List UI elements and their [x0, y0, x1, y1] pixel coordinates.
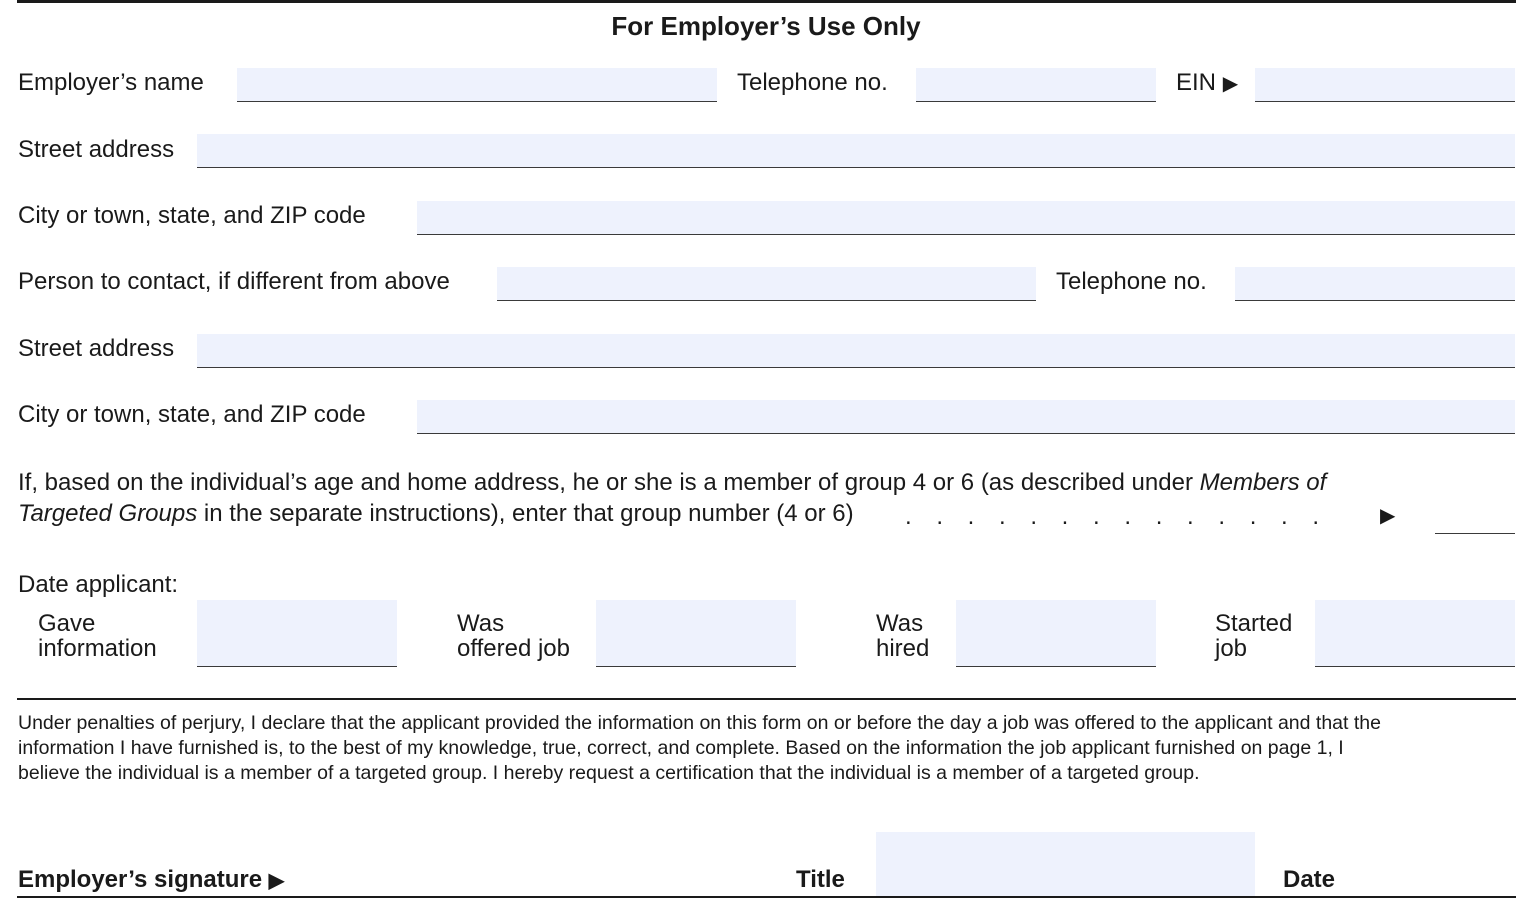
started-job-line-2: job: [1215, 635, 1248, 662]
employer-name-field[interactable]: [237, 68, 717, 102]
declaration-line-1: Under penalties of perjury, I declare that the applicant provided the information on this form on or before the day a job was offered to the applicant and that the: [18, 712, 1381, 734]
contact-city-label: City or town, state, and ZIP code: [18, 401, 366, 428]
title-label: Title: [796, 866, 845, 893]
employer-city-field[interactable]: [417, 201, 1515, 235]
contact-city-field[interactable]: [417, 400, 1515, 434]
offered-job-line-1: Was: [457, 610, 505, 637]
was-hired-line-1: Was: [876, 610, 924, 637]
employer-telephone-field[interactable]: [916, 68, 1156, 102]
started-job-date-field[interactable]: [1315, 600, 1515, 667]
signature-rule: [17, 896, 1516, 898]
contact-street-label: Street address: [18, 335, 175, 362]
group-text-2: in the separate instructions), enter that group number (4 or 6): [197, 500, 854, 527]
title-field[interactable]: [876, 832, 1255, 896]
contact-person-field[interactable]: [497, 267, 1036, 301]
group-text-1: If, based on the individual’s age and home address, he or she is a member of group 4 or 6 (as described under: [18, 469, 1200, 496]
group-text-italic-2: Targeted Groups: [18, 500, 198, 527]
dot-leader: . . . . . . . . . . . . . .: [905, 503, 1320, 530]
was-hired-line-2: hired: [876, 635, 930, 662]
declaration-line-3: believe the individual is a member of a targeted group. I hereby request a certification that the individual is a member of a targeted group.: [18, 762, 1200, 784]
employer-name-label: Employer’s name: [18, 69, 204, 96]
was-hired-date-field[interactable]: [956, 600, 1156, 667]
contact-telephone-field[interactable]: [1235, 267, 1515, 301]
top-rule: [17, 0, 1516, 3]
offered-job-label: [457, 611, 570, 661]
offered-job-date-field[interactable]: [596, 600, 796, 667]
employer-street-label: Street address: [18, 136, 175, 163]
offered-job-line-2: offered job: [457, 635, 570, 662]
signature-label-group: [18, 866, 284, 895]
declaration-line-2: information I have furnished is, to the best of my knowledge, true, correct, and complete. Based on the information the job applicant furnished on page 1, I: [18, 737, 1344, 759]
gave-info-date-field[interactable]: [197, 600, 397, 667]
employer-signature-label: Employer’s signature: [18, 866, 263, 893]
date-label: Date: [1283, 866, 1336, 893]
section-title: For Employer’s Use Only: [611, 11, 921, 41]
ein-field[interactable]: [1255, 68, 1515, 102]
ein-label-group: [1176, 69, 1238, 98]
was-hired-label: [876, 611, 929, 661]
contact-telephone-label: Telephone no.: [1056, 268, 1207, 295]
gave-info-label: [38, 611, 157, 661]
employer-city-label: City or town, state, and ZIP code: [18, 202, 366, 229]
employer-telephone-label: Telephone no.: [737, 69, 888, 96]
perjury-declaration: [18, 711, 1518, 786]
group-text-italic-1: Members of: [1199, 469, 1327, 496]
declaration-divider: [17, 698, 1516, 700]
ein-label: EIN: [1176, 69, 1217, 96]
signature-arrow-icon: ▶: [268, 870, 285, 892]
group-arrow-icon: ▶: [1380, 505, 1396, 527]
date-field[interactable]: [1340, 850, 1515, 896]
signature-line-area[interactable]: [300, 850, 780, 896]
started-job-line-1: Started: [1215, 610, 1293, 637]
group-number-field[interactable]: [1435, 500, 1515, 534]
contact-person-label: Person to contact, if different from above: [18, 268, 450, 295]
gave-info-line-1: Gave: [38, 610, 96, 637]
started-job-label: [1215, 611, 1292, 661]
employer-street-field[interactable]: [197, 134, 1515, 168]
contact-street-field[interactable]: [197, 334, 1515, 368]
arrow-right-icon: ▶: [1222, 73, 1239, 95]
gave-info-line-2: information: [38, 635, 157, 662]
date-applicant-heading: Date applicant:: [18, 571, 179, 598]
